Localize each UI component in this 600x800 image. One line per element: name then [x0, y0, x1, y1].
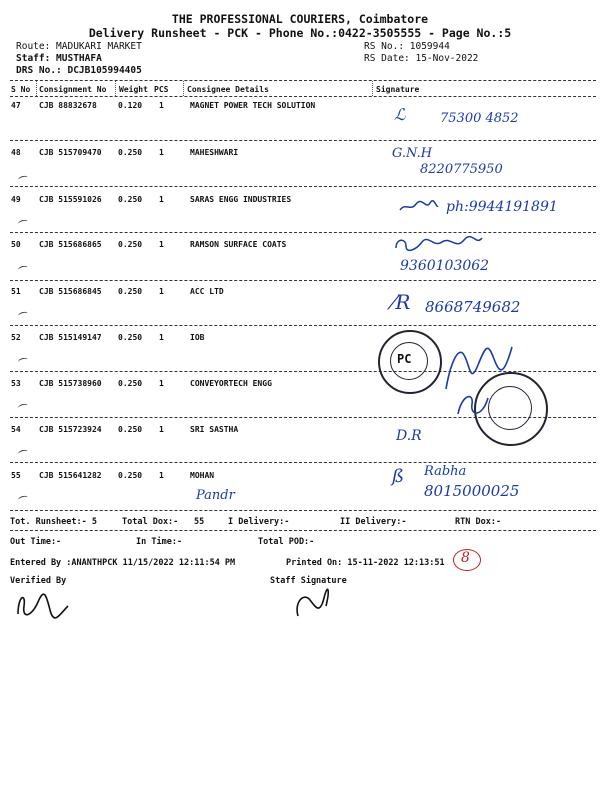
- row-54-pcs: 1: [159, 425, 164, 434]
- row-55-consignment: CJB 515641282: [39, 471, 102, 480]
- row-49-consignee: SARAS ENGG INDUSTRIES: [190, 195, 292, 204]
- verified-by-label: Verified By: [10, 576, 67, 586]
- row-53-consignee: CONVEYORTECH ENGG: [190, 379, 272, 388]
- row-50-signature-scribble: [392, 234, 484, 254]
- row-55-consignee: MOHAN: [190, 471, 215, 480]
- row-49-rule: [10, 232, 596, 233]
- row-55-signature: Rabha: [424, 464, 467, 479]
- row-51-sign-mark: ⁄R: [392, 290, 411, 314]
- row-55-rule: [10, 510, 596, 511]
- out-time: Out Time:-: [10, 537, 62, 547]
- entered-by: Entered By :ANANTHPCK 11/15/2022 12:11:54 PM: [10, 558, 236, 568]
- staff-signature-label: Staff Signature: [270, 576, 347, 586]
- row-54-weight: 0.250: [118, 425, 143, 434]
- footer-rule: [10, 530, 596, 531]
- col-pcs: PCS: [154, 85, 169, 94]
- row-54-signature: D.R: [396, 428, 422, 444]
- row-47-handwriting: 75300 4852: [440, 111, 519, 126]
- row-47-rule: [10, 140, 596, 141]
- madukarai-logo: PC: [397, 352, 412, 366]
- circled-count: 8: [461, 550, 470, 566]
- col-weight: Weight: [119, 85, 148, 94]
- staff-signature-scribble: [290, 586, 332, 620]
- total-dox-value: 55: [194, 517, 205, 527]
- row-47-pcs: 1: [159, 101, 164, 110]
- tot-runsheet: Tot. Runsheet:- 5: [10, 517, 97, 527]
- header-bottom-rule: [10, 96, 596, 97]
- row-55-weight: 0.250: [118, 471, 143, 480]
- in-time: In Time:-: [136, 537, 183, 547]
- total-pod: Total POD:-: [258, 537, 315, 547]
- row-52-consignment: CJB 515149147: [39, 333, 102, 342]
- row-49-pcs: 1: [159, 195, 164, 204]
- row-47-weight: 0.120: [118, 101, 143, 110]
- printed-on: Printed On: 15-11-2022 12:13:51: [286, 558, 445, 568]
- row-54-sno: 54: [11, 425, 21, 434]
- row-52-sno: 52: [11, 333, 21, 342]
- i-delivery: I Delivery:-: [228, 517, 290, 527]
- row-51-handwriting: 8668749682: [425, 298, 521, 316]
- staff-label: Staff: MUSTHAFA: [16, 53, 102, 64]
- col-signature: Signature: [376, 85, 420, 94]
- rtn-dox: RTN Dox:-: [455, 517, 502, 527]
- row-55-note: Pandr: [196, 488, 235, 503]
- row-47-sign-mark: ℒ: [394, 105, 406, 124]
- row-51-consignment: CJB 515686845: [39, 287, 102, 296]
- row-47-sno: 47: [11, 101, 21, 110]
- row-48-consignment: CJB 515709470: [39, 148, 102, 157]
- total-dox-label: Total Dox:-: [122, 517, 179, 527]
- row-55-sno: 55: [11, 471, 21, 480]
- row-48-pcs: 1: [159, 148, 164, 157]
- row-51-sno: 51: [11, 287, 21, 296]
- row-48-weight: 0.250: [118, 148, 143, 157]
- row-53-consignment: CJB 515738960: [39, 379, 102, 388]
- row-54-consignee: SRI SASTHA: [190, 425, 239, 434]
- company-title: THE PROFESSIONAL COURIERS, Coimbatore: [171, 12, 429, 26]
- row-48-signature: G.N.H: [392, 146, 433, 161]
- row-55-handwriting: 8015000025: [424, 482, 520, 500]
- row-50-consignee: RAMSON SURFACE COATS: [190, 240, 287, 249]
- row-49-sno: 49: [11, 195, 21, 204]
- row-54-rule: [10, 462, 596, 463]
- row-55-pcs: 1: [159, 471, 164, 480]
- row-53-signature-scribble: [452, 384, 492, 420]
- col-consignment: Consignment No: [39, 85, 107, 94]
- route-label: Route: MADUKARI MARKET: [16, 41, 142, 52]
- row-50-handwriting: 9360103062: [400, 258, 490, 274]
- row-49-handwriting: ph:9944191891: [446, 199, 558, 215]
- row-51-rule: [10, 325, 596, 326]
- row-50-weight: 0.250: [118, 240, 143, 249]
- conveyor-stamp-inner: [488, 386, 532, 430]
- row-52-pcs: 1: [159, 333, 164, 342]
- col-sno: S No: [11, 85, 31, 94]
- row-49-consignment: CJB 515591026: [39, 195, 102, 204]
- row-50-sno: 50: [11, 240, 21, 249]
- col-consignee: Consignee Details: [187, 85, 269, 94]
- row-48-handwriting: 8220775950: [420, 162, 503, 177]
- row-50-consignment: CJB 515686865: [39, 240, 102, 249]
- rs-number: RS No.: 1059944: [364, 41, 450, 52]
- row-47-consignment: CJB 88832678: [39, 101, 97, 110]
- header-top-rule: [10, 80, 596, 81]
- row-48-sno: 48: [11, 148, 21, 157]
- row-51-consignee: ACC LTD: [190, 287, 224, 296]
- row-52-weight: 0.250: [118, 333, 143, 342]
- row-50-pcs: 1: [159, 240, 164, 249]
- verified-by-signature: [12, 588, 72, 620]
- rs-date: RS Date: 15-Nov-2022: [364, 53, 479, 64]
- row-55-sign-mark: ß: [392, 466, 405, 487]
- row-51-pcs: 1: [159, 287, 164, 296]
- row-53-sno: 53: [11, 379, 21, 388]
- row-48-rule: [10, 186, 596, 187]
- row-49-signature-scribble: [398, 198, 440, 214]
- row-52-consignee: IOB: [190, 333, 205, 342]
- ii-delivery: II Delivery:-: [340, 517, 407, 527]
- row-53-pcs: 1: [159, 379, 164, 388]
- row-51-weight: 0.250: [118, 287, 143, 296]
- row-48-consignee: MAHESHWARI: [190, 148, 239, 157]
- row-53-weight: 0.250: [118, 379, 143, 388]
- drs-number: DRS No.: DCJB105994405: [16, 65, 142, 76]
- row-50-rule: [10, 280, 596, 281]
- row-49-weight: 0.250: [118, 195, 143, 204]
- row-54-consignment: CJB 515723924: [39, 425, 102, 434]
- row-47-consignee: MAGNET POWER TECH SOLUTION: [190, 101, 316, 110]
- runsheet-subtitle: Delivery Runsheet - PCK - Phone No.:0422-3505555 - Page No.:5: [88, 26, 512, 40]
